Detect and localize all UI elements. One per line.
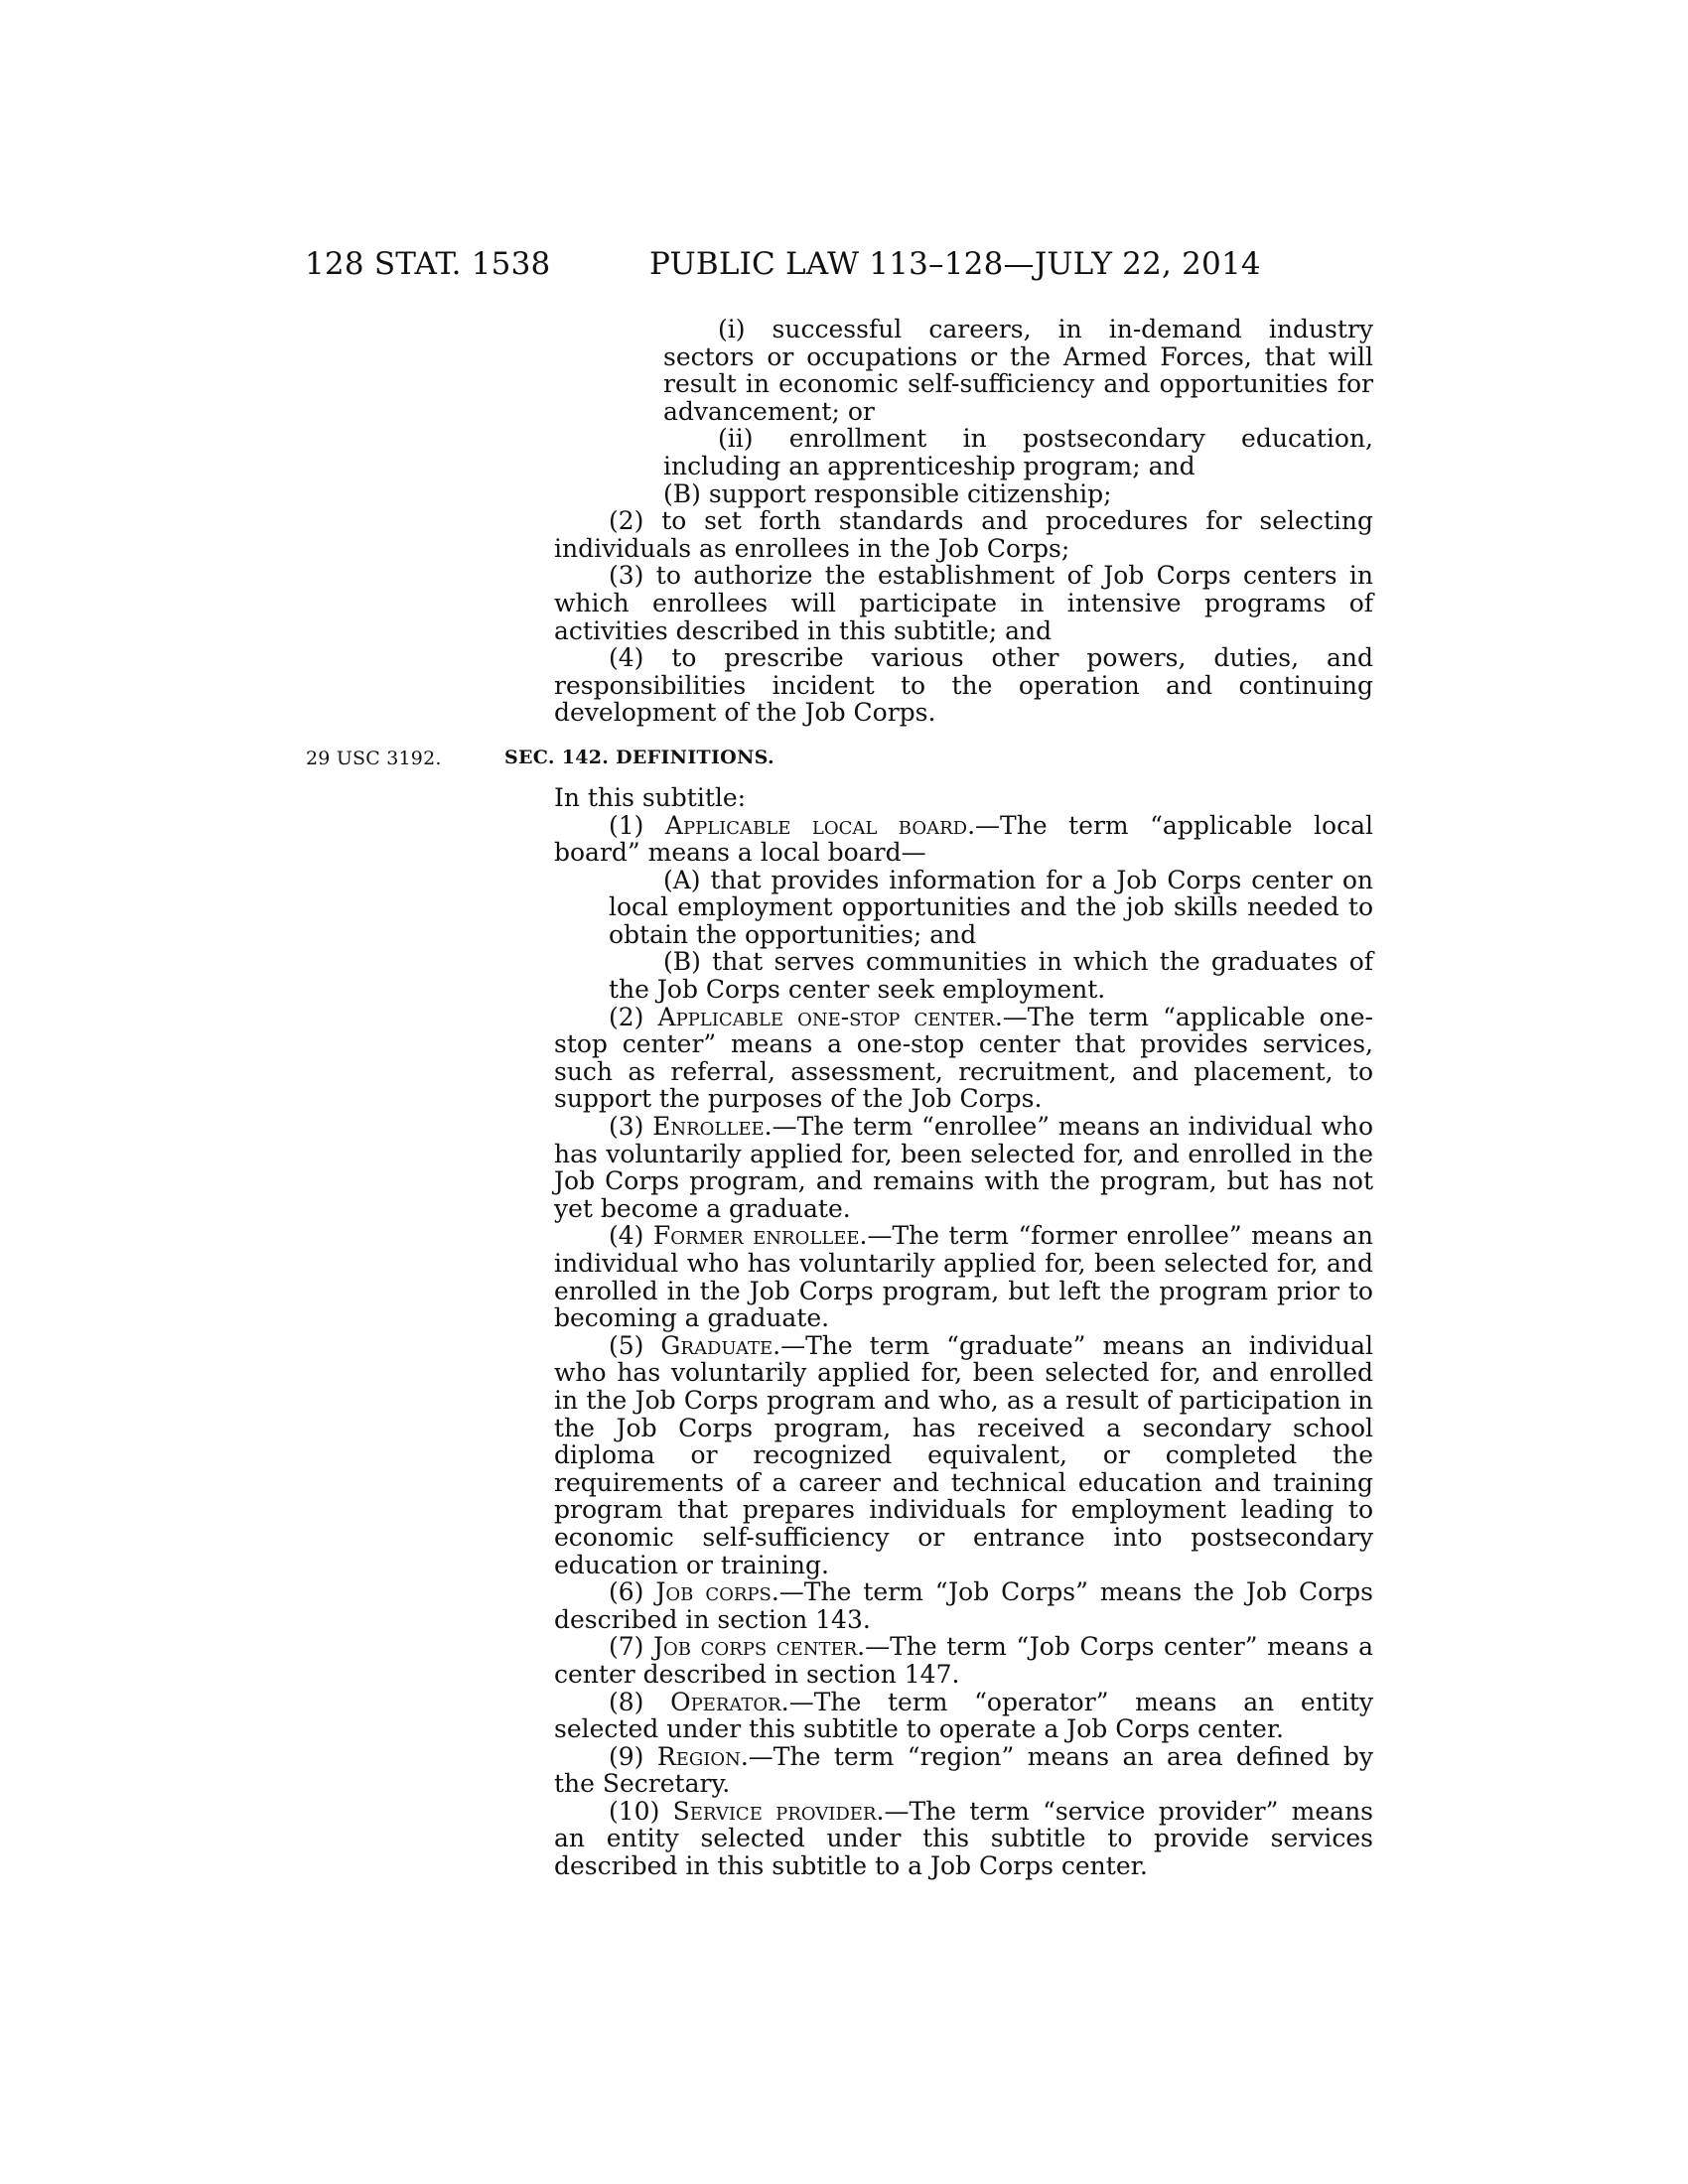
definition-3: (3) Enrollee.—The term “enrollee” means an individual who has voluntarily applied for, been selected for, and enrolled in the Job Corps program, and remains with the program, but has not yet become a graduate. <box>554 1112 1374 1223</box>
body-text <box>554 316 1373 1880</box>
definition-1: (1) Applicable local board.—The term “applicable local board” means a local board— <box>554 810 1373 868</box>
term: Operator <box>670 1687 781 1716</box>
term: Enrollee <box>652 1112 765 1142</box>
definition-8: (8) Operator.—The term “operator” means an entity selected under this subtitle to operate a Job Corps center. <box>554 1687 1374 1744</box>
term: Service provider <box>672 1796 877 1826</box>
purpose-paragraph-4: (4) to prescribe various other powers, duties, and responsibilities incident to the operation and continuing development of the Job Corps. <box>554 643 1373 728</box>
term: Former enrollee <box>652 1221 860 1251</box>
definition-9: (9) Region.—The term “region” means an area defined by the Secretary. <box>554 1741 1374 1799</box>
law-title-header: PUBLIC LAW 113–128—JULY 22, 2014 <box>649 246 1261 282</box>
definition-1-b: (B) that serves communities in which the graduates of the Job Corps center seek employment. <box>609 947 1373 1005</box>
purpose-paragraph-3: (3) to authorize the establishment of Job Corps centers in which enrollees will participate in intensive programs of activities described in this subtitle; and <box>554 561 1373 645</box>
definition-10: (10) Service provider.—The term “service provider” means an entity selected under this subtitle to provide services described in this subtitle to a Job Corps center. <box>554 1796 1374 1881</box>
usc-margin-note: 29 USC 3192. <box>306 748 442 769</box>
definition-1-a: (A) that provides information for a Job Corps center on local employment opportunities and the job skills needed to obtain the opportunities; and <box>609 865 1373 949</box>
section-intro: In this subtitle: <box>554 782 747 812</box>
definition-4: (4) Former enrollee.—The term “former enrollee” means an individual who has voluntarily applied for, been selected for, and enrolled in the Job Corps program, but left the program prior to becoming a graduate. <box>554 1221 1373 1333</box>
term: Region <box>656 1741 741 1771</box>
term: Job corps <box>655 1577 772 1607</box>
definition-6: (6) Job corps.—The term “Job Corps” means the Job Corps described in section 143. <box>554 1577 1374 1634</box>
stat-reference: 128 STAT. 1538 <box>305 246 551 282</box>
section-heading: SEC. 142. DEFINITIONS. <box>504 747 774 768</box>
section-gap <box>554 727 1373 784</box>
term: Graduate <box>660 1330 774 1360</box>
definition-2: (2) Applicable one-stop center.—The term “applicable one-stop center” means a one-stop center that provides services, such as referral, assessment, recruitment, and placement, to support the purposes of the Job Corps. <box>554 1002 1373 1114</box>
term: Applicable local board <box>664 810 968 840</box>
term: Applicable one-stop center <box>657 1002 995 1031</box>
definition-5: (5) Graduate.—The term “graduate” means an individual who has voluntarily applied for, been selected for, and enrolled in the Job Corps program and who, as a result of participation in the Job Corps program, has received a secondary school diploma or recognized equivalent, or completed the requirements of a career and technical education and training program that prepares individuals for employment leading to economic self-sufficiency or entrance into postsecondary education or training. <box>554 1330 1373 1579</box>
clause-ii: (ii) enrollment in postsecondary education, including an apprenticeship program; and <box>663 424 1373 480</box>
purpose-paragraph-2: (2) to set forth standards and procedures for selecting individuals as enrollees in the Job Corps; <box>554 506 1373 563</box>
definition-7: (7) Job corps center.—The term “Job Corps center” means a center described in section 147. <box>554 1632 1373 1689</box>
clause-i: (i) successful careers, in in-demand industry sectors or occupations or the Armed Forces, that will result in economic self-sufficiency and opportunities for advancement; or <box>663 315 1373 426</box>
subparagraph-b: (B) support responsible citizenship; <box>663 478 1112 508</box>
term: Job corps center <box>653 1632 858 1662</box>
